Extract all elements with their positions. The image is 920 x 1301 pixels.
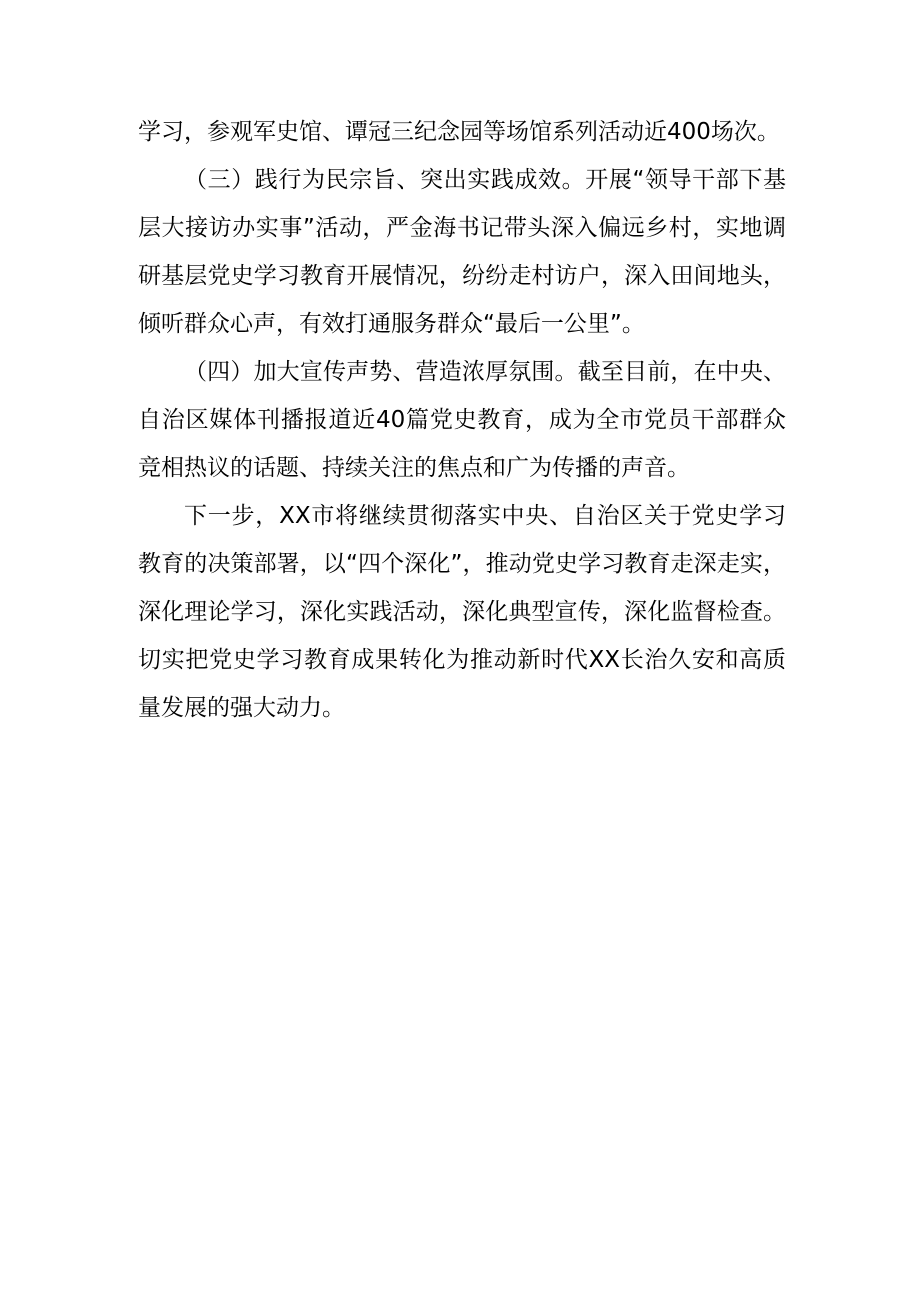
paragraph-continuation: 学习，参观军史馆、谭冠三纪念园等场馆系列活动近400场次。 bbox=[138, 119, 780, 145]
paragraph-next-steps: 下一步，XX市将继续贯彻落实中央、自治区关于党史学习教育的决策部署，以“四个深化”，推动党史学习教育走深走实，深化理论学习，深化实践活动，深化典型宣传，深化监督检查。切实把党史学习教育成果转化为推动新时代XX长治久安和高质量发展的强大动力。 bbox=[138, 503, 786, 721]
paragraph-publicity-section: （四）加大宣传声势、营造浓厚氛围。截至目前，在中央、自治区媒体刊播报道近40篇党史教育，成为全市党员干部群众竞相热议的话题、持续关注的焦点和广为传播的声音。 bbox=[138, 359, 786, 481]
document-body bbox=[138, 108, 786, 732]
paragraph-practice-section: （三）践行为民宗旨、突出实践成效。开展“领导干部下基层大接访办实事”活动，严金海书记带头深入偏远乡村，实地调研基层党史学习教育开展情况，纷纷走村访户，深入田间地头，倾听群众心声，有效打通服务群众“最后一公里”。 bbox=[138, 167, 786, 337]
